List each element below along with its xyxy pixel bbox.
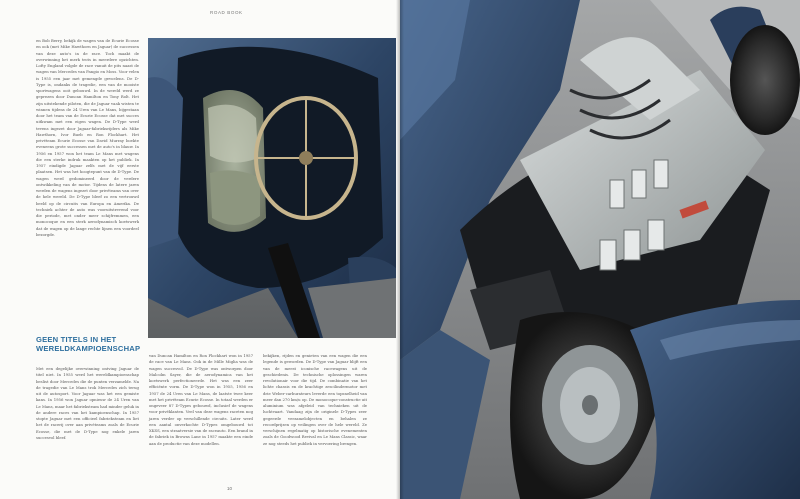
paragraph: en Bob Berry, bekijk de wagen van de Ecurie Ecosse en ook (met Mike Hawthorn en Jaguar) de successen van deze auto's in de race. Toch maakt de overwinning het merk trots in meerdere opzichten. Lofty England volgde de race vanuit de pits naast de wagen van Mercedes van Fangio en Moss. Voor velen is 1955 een jaar met gemengde gevoelens. De D-Type is, ondanks de tragedie, een van de mooiste sportwagens ooit gebouwd. In de wereld werd ze geprezen door Duncan Hamilton en Tony Rolt. Het zijn uitstekende piloten, die de Jaguar vaak wisten te winnen tijdens de 24 Uren van Le Mans, bijgestaan door het team van de Ecurie Ecosse dat met succes uitkwam met een eigen wagen. De D-Type werd tevens ingezet door Jaguar-fabrieksrijders als Mike Hawthorn, Ivor Bueb en Ron Flockhart. Het privéteam Ecurie Ecosse van David Murray boekte eveneens grote successen met de auto's in blauw. In 1956 en 1957 won het team Le Mans met wagens die een sterke indruk maakten op het publiek. In 1957 eindigde Jaguar zelfs met de vijf eerste plaatsen. Het was het hoogtepunt van de D-Type. De wagen werd gedomineerd door de verdere ontwikkeling van de motor. Tijdens de latere jaren werden de wagens ingezet door privéteams van over de hele wereld. De D-Type bleef zo een vertrouwd beeld op de circuits van Europa en Amerika. De techniek achter de auto was vooruitstrevend voor die periode, met onder meer schijfremmen, een monocoque en een sterk aerodynamisch koetswerk dat de wagen op de lange rechte lijnen een voordeel bezorgde. [36,38,140,237]
cockpit-photo [148,38,396,338]
page-gutter [396,0,404,499]
paragraph: Met een degelijke overwinning ontving Jaguar de titel niet. In 1955 werd het wereldkampioenschap beslist door Mercedes die de punten verzamelde. Na de tragedie van Le Mans trok Mercedes zich terug uit de autosport. Voor Jaguar was het een gemiste kans. In 1956 won Jaguar opnieuw de 24 Uren van Le Mans, maar het fabrieksteam had minder geluk in de andere races van het kampioenschap. In 1957 stopte Jaguar met een officieel fabrieksteam en liet het de racerij over aan privéteams zoals de Ecurie Ecosse, die met de D-Type nog enkele jaren succesvol bleef. [36,366,139,440]
paragraph: bekijken, rijden en genieten van een wagen die een legende is geworden. De D-Type van Jaguar blijft een van de meest iconische racewagens uit de geschiedenis. De technische oplossingen waren revolutionair voor die tijd. De combinatie van het lichte chassis en de krachtige zescilindermotor met drie Weber-carburateurs leverde een topsnelheid van meer dan 270 km/u op. De monocoque-constructie uit aluminium was afgeleid van technieken uit de luchtvaart. Vandaag zijn de originele D-Types zeer gegeerde verzamelobjecten en behalen ze recordprijzen op veilingen over de hele wereld. Ze verschijnen regelmatig op historische evenementen zoals de Goodwood Revival en Le Mans Classic, waar ze nog steeds het publiek in vervoering brengen. [263,353,367,446]
section-heading: GEEN TITELS IN HET WERELDKAMPIOENSCHAP [36,335,141,353]
paragraph: van Duncan Hamilton en Ron Flockhart won in 1957 de race van Le Mans. Ook in de Mille Miglia was de wagen succesvol. De D-Type was ontworpen door Malcolm Sayer, die de aerodynamica van het koetswerk perfectioneerde. Het was een zeer efficiënte vorm. De D-Type won in 1955, 1956 en 1957 de 24 Uren van Le Mans, de laatste twee keer met het privéteam Ecurie Ecosse. In totaal werden er ongeveer 87 D-Types gebouwd, inclusief de wagens voor privéklanten. Veel van deze wagens raceten nog jaren verder op verschillende circuits. Later werd een aantal onverkochte D-Types omgebouwd tot XKSS, een straatversie van de raceauto. Een brand in de fabriek in Browns Lane in 1957 maakte een einde aan de productie van deze modellen. [149,353,253,446]
engine-photo [400,0,800,499]
text-column-3 [263,353,367,447]
text-column-1-top [36,38,139,238]
running-head: ROAD BOOK [210,10,243,15]
text-column-1-bottom [36,366,139,441]
right-page [400,0,800,499]
page-number: 10 [227,486,232,491]
text-column-2 [149,353,253,447]
